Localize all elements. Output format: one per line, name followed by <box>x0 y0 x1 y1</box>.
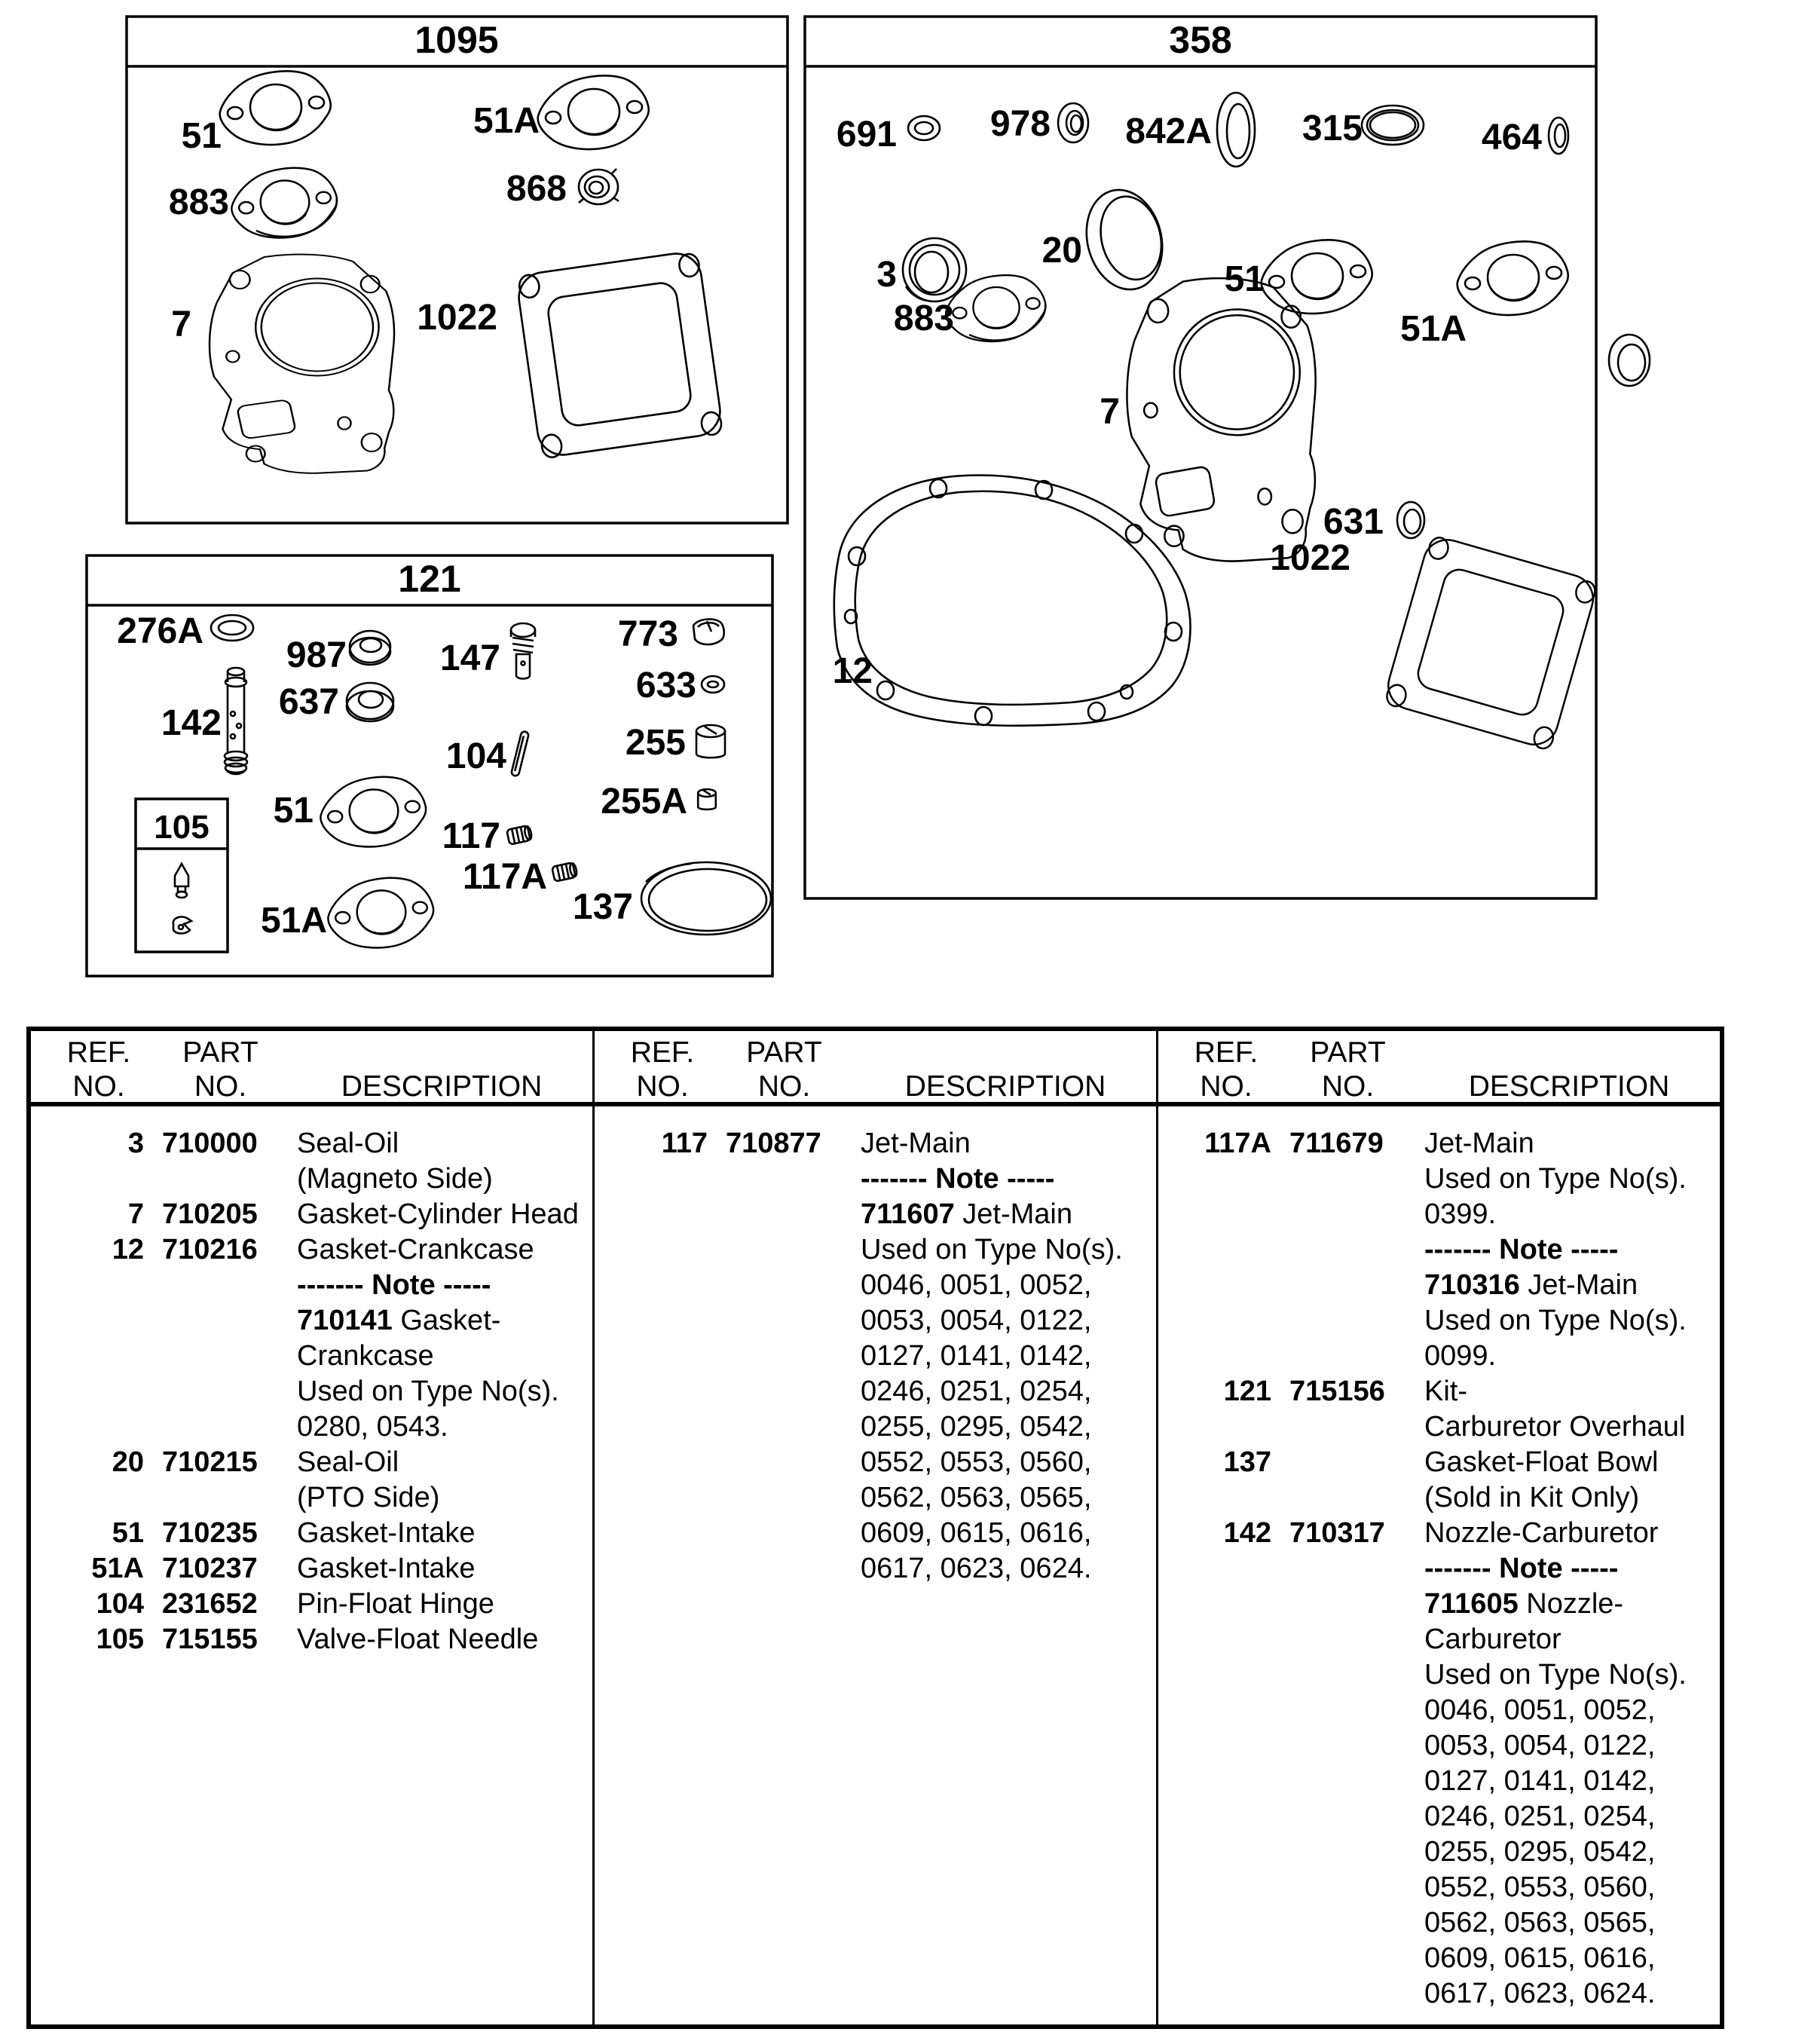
ref-no-cell: 51A <box>91 1553 144 1584</box>
table-body <box>1158 1106 1720 2012</box>
part-105-valve-float-needle <box>175 864 188 898</box>
desc-line: 0127, 0141, 0142, <box>861 1340 1092 1372</box>
part-label-121-987: 987 <box>286 635 347 675</box>
desc-line: Gasket-Crankcase <box>297 1234 534 1265</box>
part-121-147-screw-idle <box>511 623 535 679</box>
header-description: DESCRIPTION <box>1468 1070 1670 1103</box>
part-121-51-gasket-intake <box>320 777 426 847</box>
table-body <box>31 1106 592 1657</box>
part-label-358-978: 978 <box>990 104 1051 144</box>
part-no-cell: 710235 <box>162 1517 258 1549</box>
part-358-691-seal-ring <box>908 116 940 140</box>
desc-line: ------- Note ----- <box>1424 1234 1619 1265</box>
desc-line: 0617, 0623, 0624. <box>861 1553 1092 1584</box>
part-no-cell: 231652 <box>162 1588 258 1620</box>
desc-line: ------- Note ----- <box>861 1163 1055 1195</box>
part-no-cell: 710237 <box>162 1553 258 1584</box>
part-label-358-464: 464 <box>1481 118 1542 158</box>
part-label-358-883: 883 <box>893 298 954 338</box>
part-358-315-seal-ring <box>1362 106 1424 145</box>
part-label-121-51A: 51A <box>260 901 327 941</box>
part-label-121-633: 633 <box>635 666 696 705</box>
desc-line: Seal-Oil <box>297 1128 399 1159</box>
table-row <box>54 1622 586 1657</box>
box-1095-title: 1095 <box>414 19 499 61</box>
description-cell <box>297 1587 586 1622</box>
table-header <box>1158 1031 1720 1106</box>
part-1095-883-gasket <box>231 168 337 238</box>
desc-line: Jet-Main <box>861 1128 971 1159</box>
ref-no-cell: 142 <box>1223 1517 1271 1549</box>
table-row <box>54 1551 586 1587</box>
desc-line: 0246, 0251, 0254, <box>1424 1801 1656 1832</box>
description-cell <box>1424 1126 1714 1374</box>
description-cell <box>861 1126 1150 1587</box>
part-label-358-20: 20 <box>1042 231 1082 271</box>
part-label-121-137: 137 <box>572 887 633 927</box>
ref-no-cell: 117A <box>1204 1128 1271 1159</box>
ref-no-cell: 51 <box>112 1517 144 1549</box>
table-header <box>595 1031 1156 1106</box>
desc-line: Crankcase <box>297 1340 434 1372</box>
desc-line: Gasket-Intake <box>297 1553 476 1584</box>
part-label-121-637: 637 <box>278 682 339 722</box>
part-121-255A-cup <box>698 789 716 809</box>
table-row <box>54 1197 586 1232</box>
part-358-12-gasket-crankcase <box>834 476 1191 726</box>
part-label-358-1022: 1022 <box>1270 538 1350 578</box>
ref-no-cell: 104 <box>96 1588 144 1620</box>
description-cell <box>297 1126 586 1197</box>
part-label-358-3: 3 <box>876 255 897 295</box>
part-label-358-691: 691 <box>836 115 897 155</box>
table-body <box>595 1106 1156 1587</box>
table-column-2 <box>592 1031 1156 2024</box>
part-label-358-842A: 842A <box>1125 112 1212 151</box>
header-part-no: PART NO. <box>1310 1036 1386 1103</box>
box-105-title: 105 <box>154 809 210 846</box>
part-no-cell: 710877 <box>726 1128 821 1159</box>
desc-line: (Magneto Side) <box>297 1163 493 1195</box>
header-description: DESCRIPTION <box>341 1070 543 1103</box>
desc-line: ------- Note ----- <box>297 1269 491 1301</box>
desc-line: Used on Type No(s). <box>1424 1305 1687 1336</box>
desc-line: 0609, 0615, 0616, <box>1424 1942 1656 1974</box>
desc-line: 711605 Nozzle- <box>1424 1588 1624 1620</box>
part-121-633-washer <box>702 676 724 693</box>
desc-line: 711607 Jet-Main <box>861 1198 1072 1230</box>
diagram-box-1095 <box>127 17 788 523</box>
part-358-51-gasket-intake <box>1262 240 1372 314</box>
part-358-7-gasket-cylinder-head <box>1127 278 1315 561</box>
table-row <box>54 1232 586 1445</box>
part-1095-51-gasket-intake <box>220 71 331 145</box>
part-no-cell: 715155 <box>162 1623 258 1655</box>
part-1095-51A-gasket-intake <box>538 75 649 149</box>
table-column-3 <box>1156 1031 1720 2024</box>
part-105-needle-clip <box>173 917 191 933</box>
part-358-883-gasket <box>946 275 1045 341</box>
desc-line: Gasket-Intake <box>297 1517 476 1549</box>
parts-diagrams <box>0 0 1820 1002</box>
box-358-title: 358 <box>1169 19 1232 61</box>
description-cell <box>1424 1516 1714 2012</box>
part-label-121-255A: 255A <box>601 782 687 822</box>
description-cell <box>1424 1374 1714 1445</box>
part-label-1095-883: 883 <box>168 182 229 222</box>
description-cell <box>297 1445 586 1516</box>
part-label-121-255: 255 <box>625 723 686 763</box>
part-label-1095-7: 7 <box>171 304 191 344</box>
header-ref-no: REF. NO. <box>630 1036 695 1103</box>
part-label-358-12: 12 <box>832 651 873 691</box>
description-cell <box>1424 1445 1714 1516</box>
table-row <box>54 1516 586 1551</box>
part-358-1022-gasket-valve-cover <box>1382 534 1598 751</box>
part-label-121-276A: 276A <box>117 611 203 651</box>
part-label-121-147: 147 <box>439 638 500 678</box>
part-no-cell: 710317 <box>1289 1517 1385 1549</box>
header-ref-no: REF. NO. <box>66 1036 131 1103</box>
part-121-276A-o-ring <box>211 615 253 641</box>
desc-line: Used on Type No(s). <box>1424 1659 1687 1691</box>
part-label-121-773: 773 <box>617 614 678 654</box>
ref-no-cell: 121 <box>1223 1376 1271 1407</box>
desc-line: 0127, 0141, 0142, <box>1424 1765 1656 1797</box>
desc-line: 0399. <box>1424 1198 1497 1230</box>
desc-line: Valve-Float Needle <box>297 1623 539 1655</box>
table-row <box>1181 1374 1714 1445</box>
description-cell <box>297 1622 586 1657</box>
part-label-358-315: 315 <box>1302 109 1363 148</box>
part-121-117-jet-main <box>506 825 532 845</box>
desc-line: Pin-Float Hinge <box>297 1588 494 1620</box>
description-cell <box>297 1516 586 1551</box>
part-358-631-ring <box>1397 502 1424 538</box>
part-121-637-seal <box>347 683 393 721</box>
desc-line: 0255, 0295, 0542, <box>861 1411 1092 1443</box>
part-358-20-seal-oil-pto <box>1076 182 1173 298</box>
desc-line: 0562, 0563, 0565, <box>1424 1907 1656 1939</box>
desc-line: 0053, 0054, 0122, <box>1424 1730 1656 1761</box>
header-description: DESCRIPTION <box>904 1070 1106 1103</box>
desc-line: 0246, 0251, 0254, <box>861 1376 1092 1407</box>
ref-no-cell: 117 <box>661 1128 708 1159</box>
description-cell <box>297 1197 586 1232</box>
parts-table <box>26 1027 1724 2029</box>
header-ref-no: REF. NO. <box>1194 1036 1259 1103</box>
ref-no-cell: 12 <box>112 1234 144 1265</box>
part-label-1095-51: 51 <box>181 116 222 156</box>
part-label-121-142: 142 <box>161 703 222 743</box>
table-row <box>54 1445 586 1516</box>
desc-line: 0099. <box>1424 1340 1497 1372</box>
part-label-358-7: 7 <box>1100 392 1120 432</box>
desc-line: 0552, 0553, 0560, <box>1424 1871 1656 1903</box>
part-358-464-ring <box>1549 118 1568 154</box>
desc-line: 0046, 0051, 0052, <box>861 1269 1092 1301</box>
ref-no-cell: 3 <box>127 1128 144 1159</box>
part-label-1095-868: 868 <box>506 169 567 209</box>
part-358-842A-ring <box>1217 93 1255 167</box>
table-row <box>54 1126 586 1197</box>
desc-line: Carburetor <box>1424 1623 1562 1655</box>
ref-no-cell: 20 <box>112 1446 144 1478</box>
desc-line: Used on Type No(s). <box>297 1376 559 1407</box>
desc-line: 0617, 0623, 0624. <box>1424 1978 1656 2009</box>
desc-line: Used on Type No(s). <box>1424 1163 1687 1195</box>
part-358-3-seal-oil-magneto <box>903 238 966 301</box>
table-row <box>617 1126 1150 1587</box>
desc-line: 0552, 0553, 0560, <box>861 1446 1092 1478</box>
table-header <box>31 1031 592 1106</box>
desc-line: Used on Type No(s). <box>861 1234 1123 1265</box>
part-358-978-grommet <box>1058 103 1088 142</box>
part-1095-868-grommet <box>579 169 619 204</box>
part-label-1095-51A: 51A <box>473 101 540 141</box>
ring-unlabeled <box>1609 335 1650 386</box>
part-no-cell: 710000 <box>162 1128 258 1159</box>
header-part-no: PART NO. <box>746 1036 822 1103</box>
desc-line: Jet-Main <box>1424 1128 1534 1159</box>
ref-no-cell: 137 <box>1223 1446 1271 1478</box>
desc-line: Kit- <box>1424 1376 1467 1407</box>
part-1095-1022-gasket-valve-cover <box>515 250 723 459</box>
desc-line: 0046, 0051, 0052, <box>1424 1694 1656 1726</box>
part-121-51A-gasket-intake <box>328 878 433 948</box>
desc-line: 0280, 0543. <box>297 1411 448 1443</box>
table-row <box>1181 1516 1714 2012</box>
box-121-title: 121 <box>398 558 461 600</box>
desc-line: Gasket-Cylinder Head <box>297 1198 579 1230</box>
desc-line: 0609, 0615, 0616, <box>861 1517 1092 1549</box>
part-label-121-51: 51 <box>273 791 314 831</box>
part-121-137-gasket-float-bowl <box>641 862 771 935</box>
part-121-142-nozzle-carburetor <box>225 668 247 774</box>
desc-line: Seal-Oil <box>297 1446 399 1478</box>
table-row <box>54 1587 586 1622</box>
part-no-cell <box>1289 1445 1406 1516</box>
part-1095-7-gasket-cylinder-head <box>210 254 394 473</box>
part-121-255-cup <box>696 725 725 757</box>
desc-line: (Sold in Kit Only) <box>1424 1482 1640 1513</box>
part-no-cell: 710215 <box>162 1446 258 1478</box>
desc-line: 0562, 0563, 0565, <box>861 1482 1092 1513</box>
part-121-987-washer <box>350 631 390 665</box>
ref-no-cell: 105 <box>96 1623 144 1655</box>
part-121-104-pin-float-hinge <box>511 731 529 777</box>
description-cell <box>297 1232 586 1445</box>
ref-no-cell: 7 <box>127 1198 144 1230</box>
part-label-1095-1022: 1022 <box>417 298 497 338</box>
part-no-cell: 710205 <box>162 1198 258 1230</box>
part-121-773-cap <box>693 619 724 644</box>
description-cell <box>297 1551 586 1587</box>
desc-line: 0255, 0295, 0542, <box>1424 1836 1656 1868</box>
desc-line: 710141 Gasket- <box>297 1305 501 1336</box>
part-label-358-51A: 51A <box>1399 309 1467 349</box>
table-row <box>1181 1445 1714 1516</box>
part-label-121-117A: 117A <box>462 857 547 897</box>
desc-line: 710316 Jet-Main <box>1424 1269 1638 1301</box>
desc-line: Gasket-Float Bowl <box>1424 1446 1659 1478</box>
header-part-no: PART NO. <box>182 1036 258 1103</box>
part-label-121-117: 117 <box>442 816 500 856</box>
part-label-121-104: 104 <box>445 736 506 776</box>
part-no-cell: 715156 <box>1289 1376 1385 1407</box>
desc-line: ------- Note ----- <box>1424 1553 1619 1584</box>
part-label-358-51: 51 <box>1224 259 1265 299</box>
part-121-117A-jet-main <box>552 862 577 882</box>
table-row <box>1181 1126 1714 1374</box>
desc-line: (PTO Side) <box>297 1482 440 1513</box>
part-358-51A-gasket-intake <box>1458 241 1568 315</box>
table-column-1 <box>31 1031 592 2024</box>
part-no-cell: 710216 <box>162 1234 258 1265</box>
desc-line: 0053, 0054, 0122, <box>861 1305 1092 1336</box>
part-label-358-631: 631 <box>1323 502 1384 542</box>
part-no-cell: 711679 <box>1289 1128 1384 1159</box>
desc-line: Nozzle-Carburetor <box>1424 1517 1659 1549</box>
desc-line: Carburetor Overhaul <box>1424 1411 1686 1443</box>
